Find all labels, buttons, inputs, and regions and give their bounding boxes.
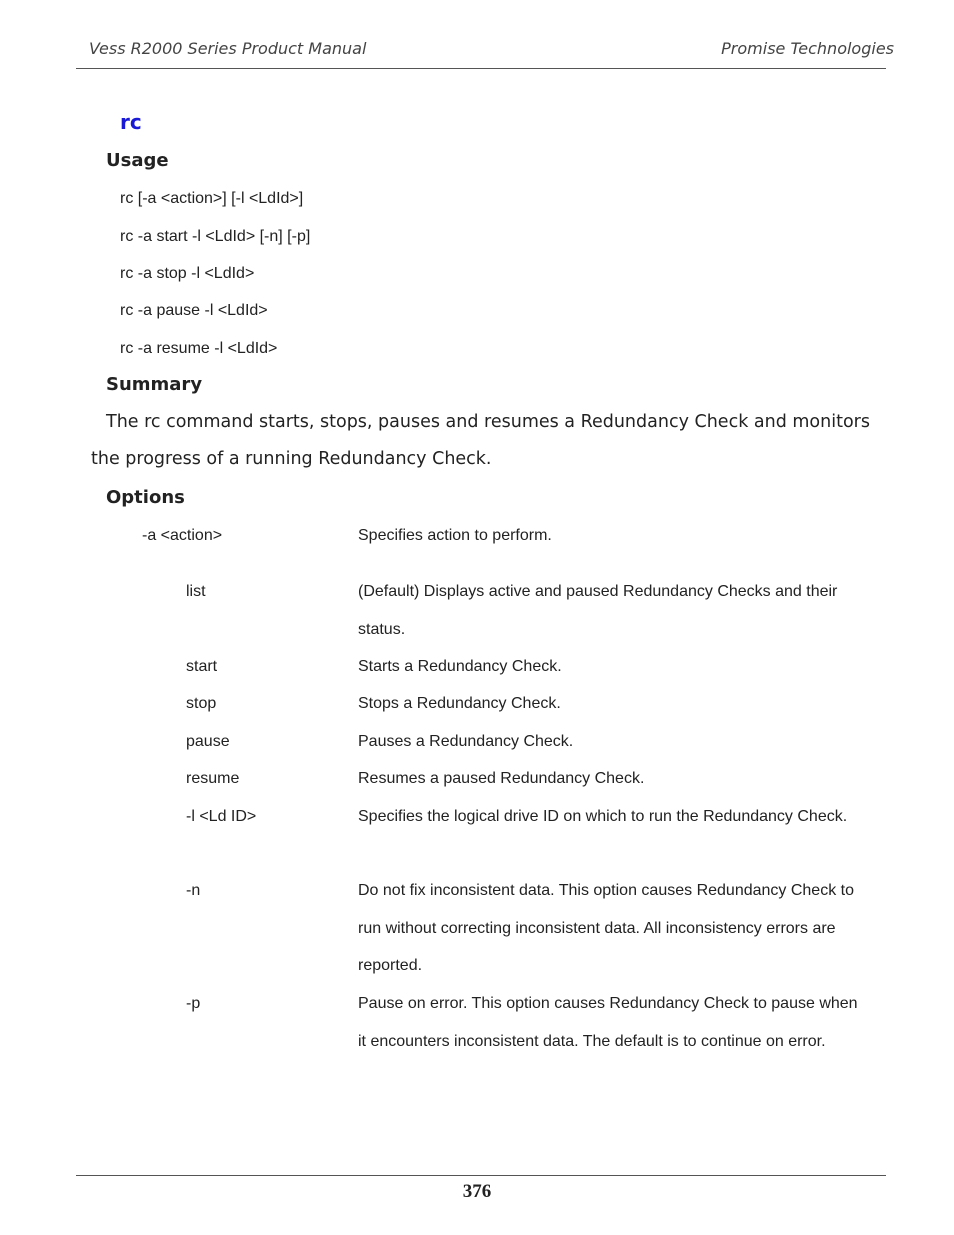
header-company: Promise Technologies <box>721 39 894 58</box>
option-description: Specifies action to perform. <box>358 527 552 544</box>
usage-line: rc -a start -l <LdId> [-n] [-p] <box>120 228 311 245</box>
option-name: -l <Ld ID> <box>186 808 257 825</box>
option-name: list <box>186 583 206 600</box>
summary-heading: Summary <box>106 374 203 395</box>
option-description: (Default) Displays active and paused Redundancy Checks and their status. <box>358 583 838 638</box>
option-description: Pauses a Redundancy Check. <box>358 733 574 750</box>
option-description: Do not fix inconsistent data. This option causes Redundancy Check to run without correcting inconsistent data. All inconsistency errors are reported. <box>358 882 854 974</box>
option-name: stop <box>186 695 217 712</box>
usage-line: rc -a pause -l <LdId> <box>120 302 268 319</box>
option-description: Resumes a paused Redundancy Check. <box>358 770 645 787</box>
usage-heading: Usage <box>106 150 169 171</box>
usage-line: rc -a resume -l <LdId> <box>120 340 278 357</box>
option-name: -p <box>186 995 201 1012</box>
option-name: -n <box>186 882 201 899</box>
footer-divider <box>76 1175 886 1176</box>
header-manual-title: Vess R2000 Series Product Manual <box>89 39 367 58</box>
summary-paragraph <box>91 404 881 478</box>
option-description: Specifies the logical drive ID on which to run the Redundancy Check. <box>358 808 848 825</box>
options-heading: Options <box>106 487 185 508</box>
option-name: resume <box>186 770 240 787</box>
option-description: Starts a Redundancy Check. <box>358 658 562 675</box>
option-description: Pause on error. This option causes Redundancy Check to pause when it encounters inconsistent data. The default is to continue on error. <box>358 995 858 1050</box>
option-description: Stops a Redundancy Check. <box>358 695 561 712</box>
summary-text: The rc command starts, stops, pauses and resumes a Redundancy Check and monitors the progress of a running Redundancy Check. <box>91 412 870 469</box>
command-title: rc <box>120 110 142 134</box>
usage-line: rc [-a <action>] [-l <LdId>] <box>120 190 304 207</box>
header-divider <box>76 68 886 69</box>
usage-line: rc -a stop -l <LdId> <box>120 265 255 282</box>
page-number: 376 <box>462 1181 492 1202</box>
option-name: start <box>186 658 218 675</box>
option-name: pause <box>186 733 230 750</box>
option-name: -a <action> <box>142 527 223 544</box>
